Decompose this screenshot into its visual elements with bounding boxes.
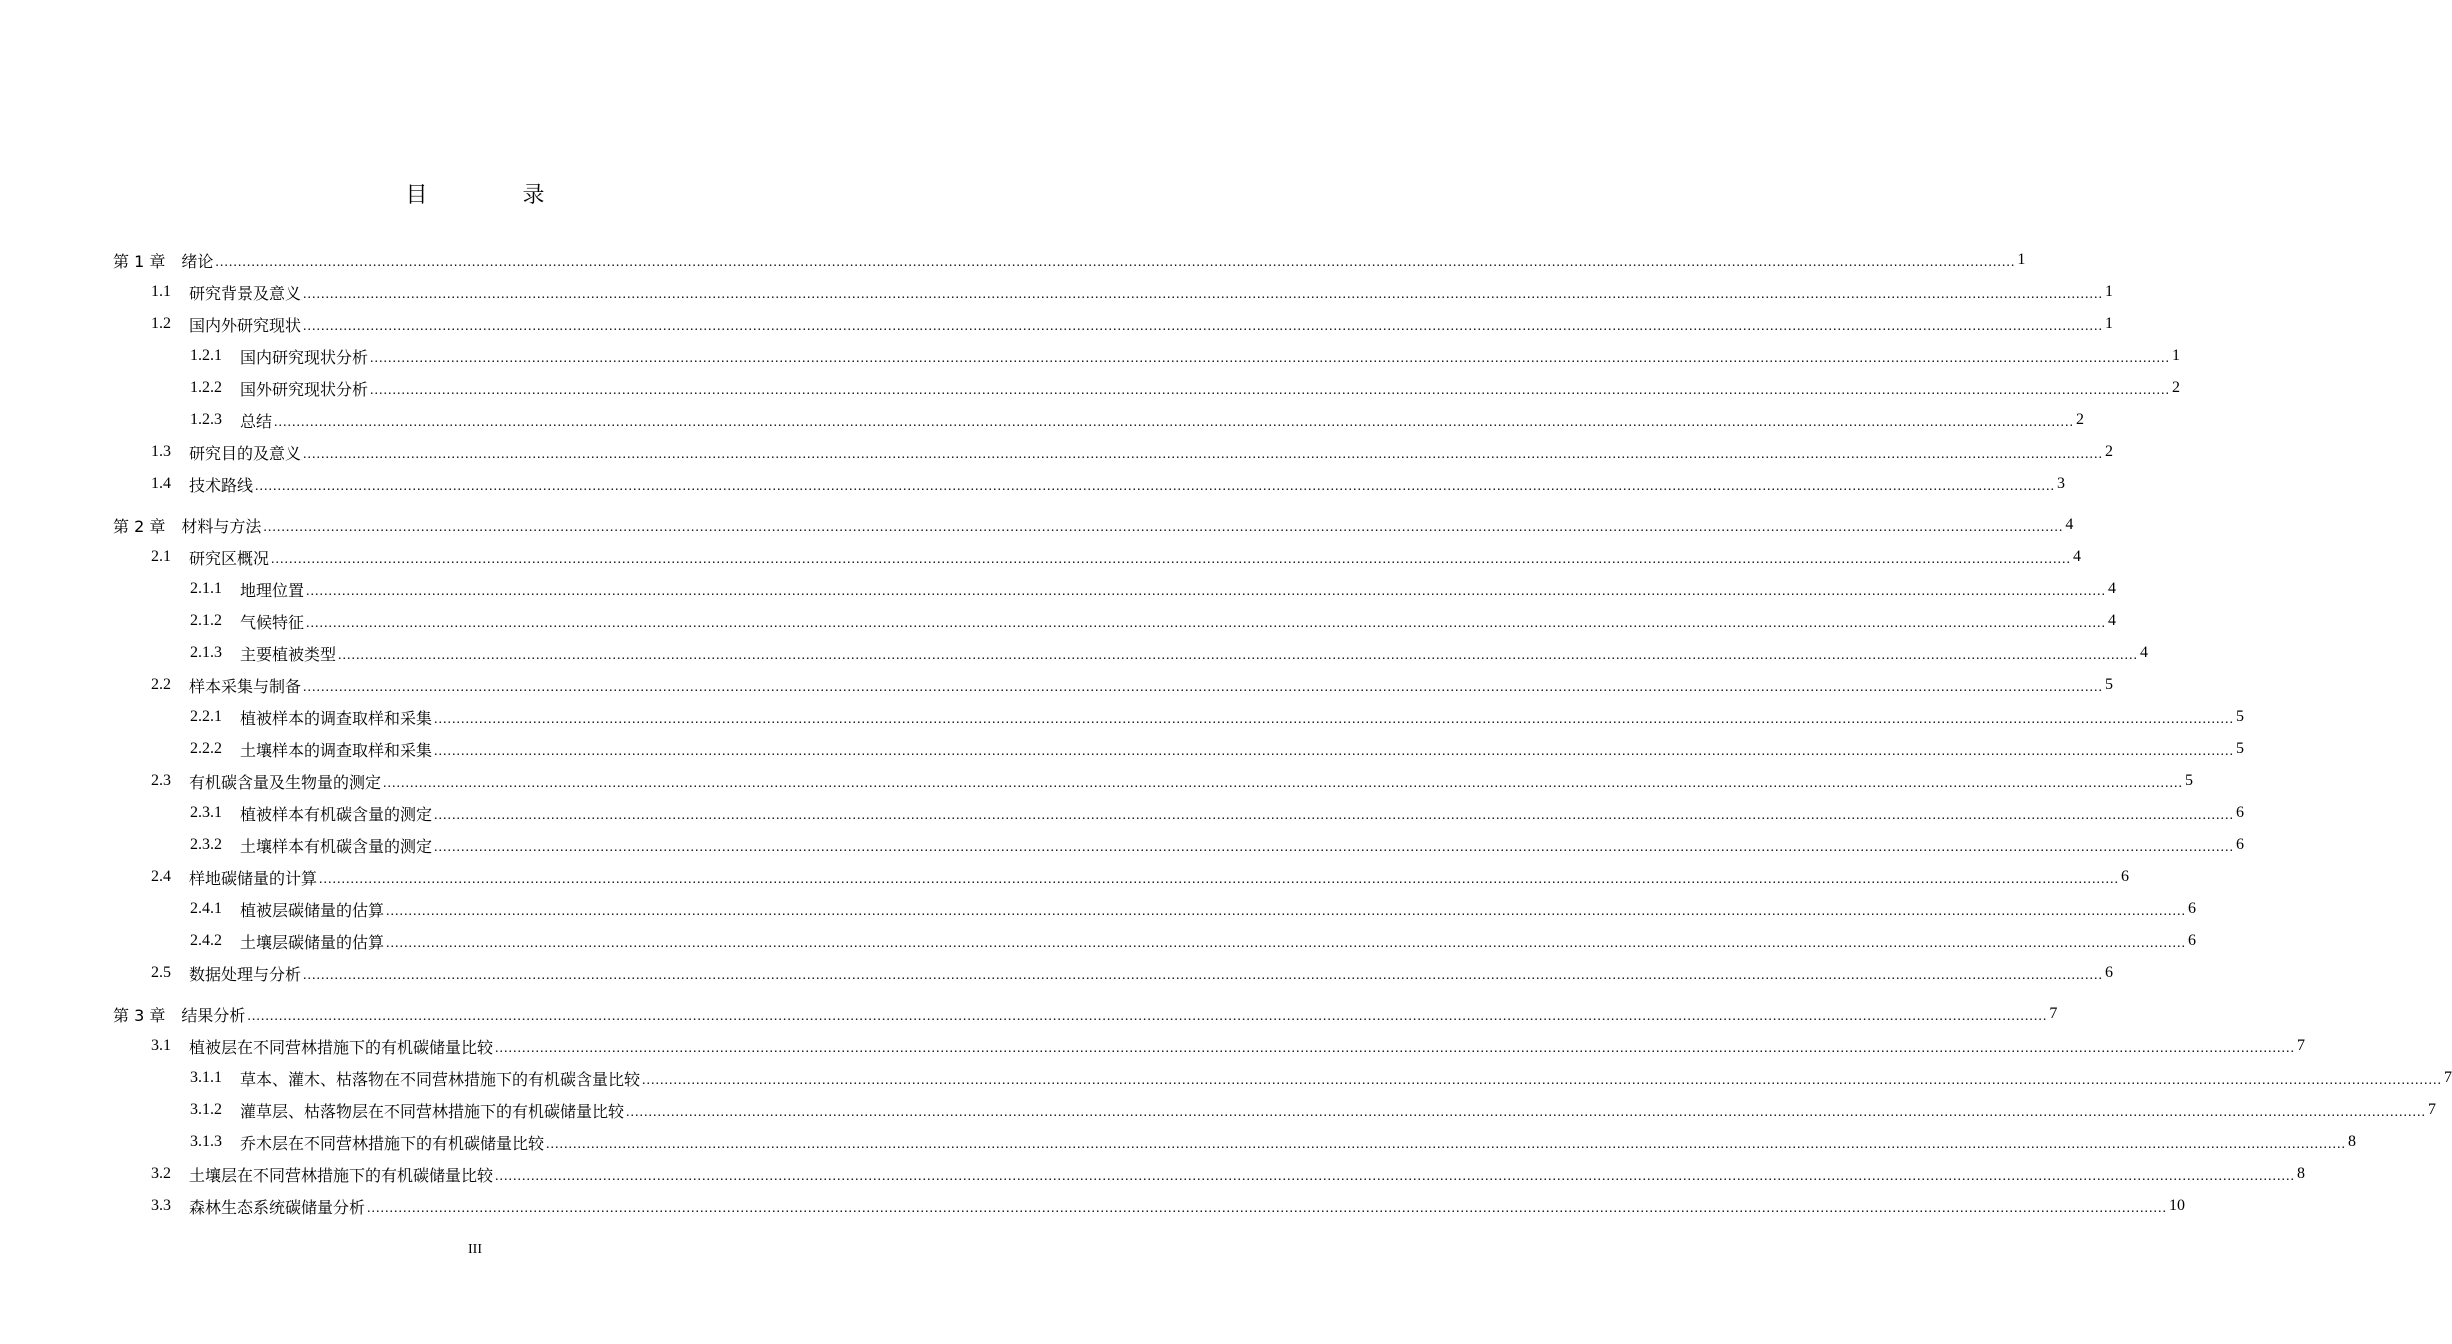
toc-subsection-entry[interactable] — [113, 829, 2245, 861]
toc-leader-dots: ................................................................................................................................................................................................................................................................................................................................................................................................................ — [338, 648, 2139, 663]
toc-section-entry[interactable] — [113, 1158, 2306, 1190]
toc-entry-number: 3.1.3 — [190, 1133, 222, 1150]
toc-section-entry[interactable] — [113, 861, 2130, 893]
table-of-contents — [113, 244, 2452, 1222]
toc-entry-label: 样地碳储量的计算 — [189, 868, 318, 888]
toc-subsection-entry[interactable] — [113, 893, 2197, 925]
toc-leader-dots: ................................................................................................................................................................................................................................................................................................................................................................................................................ — [434, 840, 2235, 855]
toc-entry-label: 土壤层碳储量的估算 — [240, 932, 385, 952]
toc-entry-label: 主要植被类型 — [240, 644, 337, 664]
toc-entry-page: 3 — [2057, 475, 2066, 492]
toc-entry-number: 1.2 — [151, 315, 171, 332]
toc-entry-number: 3.1.1 — [190, 1069, 222, 1086]
toc-entry-label: 土壤样本的调查取样和采集 — [240, 740, 433, 760]
toc-entry-page: 1 — [2172, 347, 2181, 364]
toc-entry-label: 技术路线 — [189, 475, 254, 495]
toc-entry-label: 灌草层、枯落物层在不同营林措施下的有机碳储量比较 — [240, 1101, 625, 1121]
toc-entry-number: 2.1.1 — [190, 580, 222, 597]
toc-entry-number: 2.3 — [151, 772, 171, 789]
toc-entry-label: 国外研究现状分析 — [240, 379, 369, 399]
toc-subsection-entry[interactable] — [113, 797, 2245, 829]
toc-leader-dots: ................................................................................................................................................................................................................................................................................................................................................................................................................ — [626, 1105, 2427, 1120]
toc-entry-page: 2 — [2076, 411, 2085, 428]
toc-entry-page: 7 — [2049, 1005, 2058, 1022]
toc-entry-label: 研究目的及意义 — [189, 443, 302, 463]
toc-leader-dots: ................................................................................................................................................................................................................................................................................................................................................................................................................ — [546, 1137, 2347, 1152]
toc-leader-dots: ................................................................................................................................................................................................................................................................................................................................................................................................................ — [383, 776, 2184, 791]
toc-entry-page: 1 — [2105, 283, 2114, 300]
toc-entry-label: 总结 — [240, 411, 273, 431]
toc-subsection-entry[interactable] — [113, 1094, 2437, 1126]
toc-entry-number: 1.1 — [151, 283, 171, 300]
toc-leader-dots: ................................................................................................................................................................................................................................................................................................................................................................................................................ — [255, 479, 2056, 494]
toc-entry-page: 4 — [2108, 612, 2117, 629]
toc-section-entry[interactable] — [113, 1030, 2306, 1062]
toc-entry-label: 结果分析 — [181, 1005, 246, 1025]
toc-subsection-entry[interactable] — [113, 372, 2181, 404]
toc-chapter-entry[interactable] — [113, 244, 2026, 276]
toc-entry-page: 6 — [2188, 932, 2197, 949]
toc-entry-page: 5 — [2236, 740, 2245, 757]
toc-entry-number: 2.2.1 — [190, 708, 222, 725]
toc-entry-page: 4 — [2065, 516, 2074, 533]
toc-entry-label: 国内外研究现状 — [189, 315, 302, 335]
toc-entry-number: 2.4.1 — [190, 900, 222, 917]
toc-entry-label: 数据处理与分析 — [189, 964, 302, 984]
toc-subsection-entry[interactable] — [113, 925, 2197, 957]
toc-entry-label: 地理位置 — [240, 580, 305, 600]
toc-leader-dots: ................................................................................................................................................................................................................................................................................................................................................................................................................ — [274, 415, 2075, 430]
toc-entry-label: 植被样本的调查取样和采集 — [240, 708, 433, 728]
toc-leader-dots: ................................................................................................................................................................................................................................................................................................................................................................................................................ — [303, 319, 2104, 334]
toc-subsection-entry[interactable] — [113, 637, 2149, 669]
toc-entry-number: 2.1 — [151, 548, 171, 565]
toc-entry-number: 2.3.1 — [190, 804, 222, 821]
toc-entry-number: 2.2 — [151, 676, 171, 693]
toc-entry-label: 国内研究现状分析 — [240, 347, 369, 367]
toc-leader-dots: ................................................................................................................................................................................................................................................................................................................................................................................................................ — [642, 1073, 2443, 1088]
toc-entry-page: 5 — [2105, 676, 2114, 693]
toc-entry-number: 2.2.2 — [190, 740, 222, 757]
toc-leader-dots: ................................................................................................................................................................................................................................................................................................................................................................................................................ — [370, 351, 2171, 366]
toc-entry-page: 6 — [2188, 900, 2197, 917]
toc-entry-label: 材料与方法 — [181, 516, 262, 536]
toc-entry-label: 土壤样本有机碳含量的测定 — [240, 836, 433, 856]
toc-leader-dots: ................................................................................................................................................................................................................................................................................................................................................................................................................ — [367, 1201, 2168, 1216]
toc-entry-page: 6 — [2236, 804, 2245, 821]
toc-entry-label: 绪论 — [181, 251, 214, 271]
toc-leader-dots: ................................................................................................................................................................................................................................................................................................................................................................................................................ — [370, 383, 2171, 398]
toc-leader-dots: ................................................................................................................................................................................................................................................................................................................................................................................................................ — [271, 552, 2072, 567]
toc-section-entry[interactable] — [113, 669, 2114, 701]
toc-entry-number: 2.4.2 — [190, 932, 222, 949]
toc-entry-label: 研究区概况 — [189, 548, 270, 568]
toc-leader-dots: ................................................................................................................................................................................................................................................................................................................................................................................................................ — [303, 680, 2104, 695]
toc-entry-page: 7 — [2444, 1069, 2452, 1086]
toc-entry-page: 5 — [2236, 708, 2245, 725]
toc-entry-number: 2.4 — [151, 868, 171, 885]
toc-entry-number: 1.3 — [151, 443, 171, 460]
toc-entry-page: 6 — [2236, 836, 2245, 853]
toc-entry-label: 草本、灌木、枯落物在不同营林措施下的有机碳含量比较 — [240, 1069, 641, 1089]
toc-subsection-entry[interactable] — [113, 733, 2245, 765]
toc-entry-number: 1.2.1 — [190, 347, 222, 364]
toc-leader-dots: ................................................................................................................................................................................................................................................................................................................................................................................................................ — [434, 808, 2235, 823]
toc-leader-dots: ................................................................................................................................................................................................................................................................................................................................................................................................................ — [303, 447, 2104, 462]
toc-subsection-entry[interactable] — [113, 340, 2181, 372]
toc-section-entry[interactable] — [113, 308, 2114, 340]
toc-leader-dots: ................................................................................................................................................................................................................................................................................................................................................................................................................ — [495, 1169, 2296, 1184]
toc-entry-page: 2 — [2172, 379, 2181, 396]
toc-entry-number: 第 1 章 — [113, 251, 166, 271]
toc-entry-page: 5 — [2185, 772, 2194, 789]
toc-entry-label: 植被层碳储量的估算 — [240, 900, 385, 920]
toc-leader-dots: ................................................................................................................................................................................................................................................................................................................................................................................................................ — [247, 1009, 2048, 1024]
toc-section-entry[interactable] — [113, 276, 2114, 308]
toc-leader-dots: ................................................................................................................................................................................................................................................................................................................................................................................................................ — [386, 904, 2187, 919]
toc-leader-dots: ................................................................................................................................................................................................................................................................................................................................................................................................................ — [303, 968, 2104, 983]
toc-entry-number: 3.3 — [151, 1197, 171, 1214]
toc-section-entry[interactable] — [113, 1190, 2186, 1222]
toc-entry-number: 2.5 — [151, 964, 171, 981]
toc-subsection-entry[interactable] — [113, 1126, 2357, 1158]
toc-leader-dots: ................................................................................................................................................................................................................................................................................................................................................................................................................ — [434, 712, 2235, 727]
toc-section-entry[interactable] — [113, 436, 2114, 468]
page-title: 目 录 — [405, 183, 589, 208]
toc-entry-page: 8 — [2348, 1133, 2357, 1150]
toc-entry-label: 乔木层在不同营林措施下的有机碳储量比较 — [240, 1133, 545, 1153]
toc-entry-page: 1 — [2105, 315, 2114, 332]
toc-entry-number: 2.3.2 — [190, 836, 222, 853]
toc-leader-dots: ................................................................................................................................................................................................................................................................................................................................................................................................................ — [319, 872, 2120, 887]
toc-chapter-entry[interactable] — [113, 509, 2074, 541]
toc-entry-page: 7 — [2428, 1101, 2437, 1118]
toc-entry-page: 4 — [2108, 580, 2117, 597]
toc-entry-page: 2 — [2105, 443, 2114, 460]
toc-entry-page: 8 — [2297, 1165, 2306, 1182]
toc-entry-label: 样本采集与制备 — [189, 676, 302, 696]
toc-entry-number: 3.2 — [151, 1165, 171, 1182]
toc-entry-page: 4 — [2140, 644, 2149, 661]
toc-subsection-entry[interactable] — [113, 1062, 2452, 1094]
toc-subsection-entry[interactable] — [113, 605, 2117, 637]
toc-entry-page: 7 — [2297, 1037, 2306, 1054]
toc-subsection-entry[interactable] — [113, 573, 2117, 605]
toc-entry-label: 研究背景及意义 — [189, 283, 302, 303]
toc-section-entry[interactable] — [113, 541, 2082, 573]
toc-leader-dots: ................................................................................................................................................................................................................................................................................................................................................................................................................ — [215, 255, 2016, 270]
toc-entry-number: 第 3 章 — [113, 1005, 166, 1025]
toc-entry-number: 2.1.3 — [190, 644, 222, 661]
toc-entry-label: 植被层在不同营林措施下的有机碳储量比较 — [189, 1037, 494, 1057]
toc-entry-label: 有机碳含量及生物量的测定 — [189, 772, 382, 792]
toc-subsection-entry[interactable] — [113, 404, 2085, 436]
toc-entry-number: 1.4 — [151, 475, 171, 492]
toc-entry-page: 10 — [2169, 1197, 2186, 1214]
toc-section-entry[interactable] — [113, 765, 2194, 797]
toc-section-entry[interactable] — [113, 468, 2066, 500]
toc-entry-number: 2.1.2 — [190, 612, 222, 629]
toc-entry-page: 4 — [2073, 548, 2082, 565]
toc-entry-page: 6 — [2105, 964, 2114, 981]
toc-entry-label: 森林生态系统碳储量分析 — [189, 1197, 366, 1217]
toc-chapter-entry[interactable] — [113, 998, 2058, 1030]
toc-entry-number: 1.2.3 — [190, 411, 222, 428]
toc-entry-label: 气候特征 — [240, 612, 305, 632]
toc-leader-dots: ................................................................................................................................................................................................................................................................................................................................................................................................................ — [495, 1041, 2296, 1056]
toc-leader-dots: ................................................................................................................................................................................................................................................................................................................................................................................................................ — [263, 520, 2064, 535]
toc-leader-dots: ................................................................................................................................................................................................................................................................................................................................................................................................................ — [306, 616, 2107, 631]
toc-entry-label: 植被样本有机碳含量的测定 — [240, 804, 433, 824]
toc-entry-label: 土壤层在不同营林措施下的有机碳储量比较 — [189, 1165, 494, 1185]
toc-entry-number: 1.2.2 — [190, 379, 222, 396]
toc-entry-page: 6 — [2121, 868, 2130, 885]
toc-section-entry[interactable] — [113, 957, 2114, 989]
page-footer-number: III — [468, 1242, 482, 1257]
toc-entry-page: 1 — [2017, 251, 2026, 268]
toc-subsection-entry[interactable] — [113, 701, 2245, 733]
toc-entry-number: 第 2 章 — [113, 516, 166, 536]
toc-entry-number: 3.1 — [151, 1037, 171, 1054]
toc-leader-dots: ................................................................................................................................................................................................................................................................................................................................................................................................................ — [434, 744, 2235, 759]
toc-leader-dots: ................................................................................................................................................................................................................................................................................................................................................................................................................ — [386, 936, 2187, 951]
toc-leader-dots: ................................................................................................................................................................................................................................................................................................................................................................................................................ — [306, 584, 2107, 599]
toc-leader-dots: ................................................................................................................................................................................................................................................................................................................................................................................................................ — [303, 287, 2104, 302]
toc-entry-number: 3.1.2 — [190, 1101, 222, 1118]
